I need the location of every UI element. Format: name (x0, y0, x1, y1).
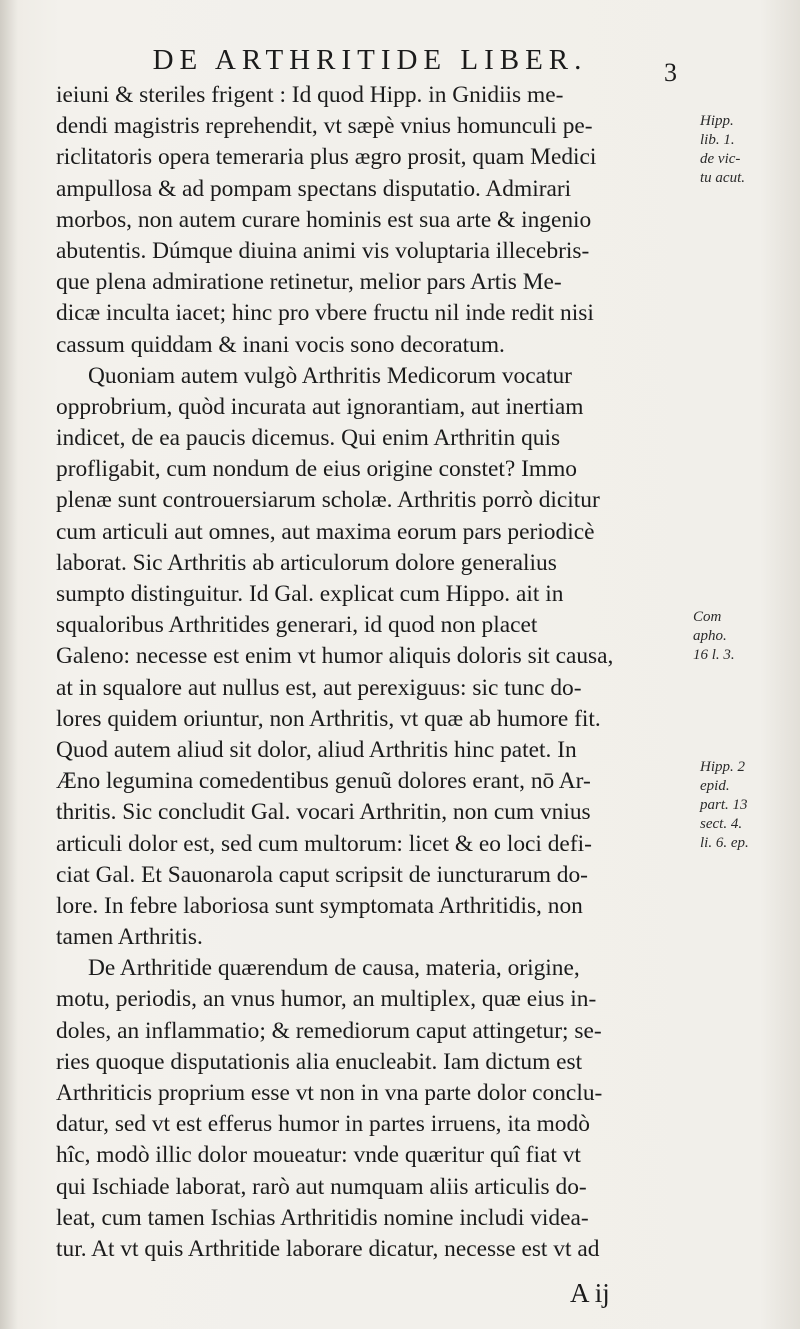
text-line: leat, cum tamen Ischias Arthritidis nomine includi videa- (56, 1204, 589, 1231)
signature-mark: A ij (570, 1278, 610, 1308)
text-line: Quod autem aliud sit dolor, aliud Arthritis hinc patet. In (56, 736, 577, 763)
marginal-note (700, 758, 749, 853)
text-line: Quoniam autem vulgò Arthritis Medicorum vocatur (88, 362, 572, 389)
marginal-note-line: epid. (700, 778, 730, 794)
text-line: Arthriticis proprium esse vt non in vna parte dolor conclu- (56, 1080, 603, 1106)
body-text (56, 80, 696, 1265)
text-line: dicæ inculta iacet; hinc pro vbere fructu nil inde redit nisi (56, 300, 594, 327)
text-line: squaloribus Arthritides generari, id quod non placet (56, 612, 538, 639)
text-line: qui Ischiade laborat, rarò aut numquam aliis articulis do- (56, 1173, 587, 1200)
text-line: thritis. Sic concludit Gal. vocari Arthritin, non cum vnius (56, 799, 591, 826)
marginal-note-line: Com (693, 609, 722, 625)
text-line: ciat Gal. Et Sauonarola caput scripsit de iuncturarum do- (56, 861, 588, 888)
text-line: Galeno: necesse est enim vt humor aliquis doloris sit causa, (56, 643, 614, 670)
text-line: De Arthritide quærendum de causa, materia, origine, (88, 955, 580, 982)
text-line: dendi magistris reprehendit, vt sæpè vnius homunculi pe- (56, 113, 593, 140)
text-line: profligabit, cum nondum de eius origine constet? Immo (56, 456, 577, 483)
text-line: datur, sed vt est efferus humor in partes irruens, ita modò (56, 1111, 590, 1138)
text-line: cum articuli aut omnes, aut maxima eorum pars periodicè (56, 518, 595, 545)
text-line: lores quidem oriuntur, non Arthritis, vt quæ ab humore fit. (56, 705, 601, 732)
text-line: Æno legumina comedentibus genuũ dolores erant, nō Ar- (56, 768, 591, 795)
marginal-note-line: li. 6. ep. (700, 835, 749, 851)
text-line: que plena admiratione retinetur, melior pars Artis Me- (56, 269, 562, 296)
text-line: lore. In febre laboriosa sunt symptomata Arthritidis, non (56, 892, 583, 919)
text-line: ieiuni & steriles frigent : Id quod Hipp. in Gnidiis me- (56, 82, 564, 108)
page-number: 3 (664, 58, 677, 87)
text-line: laborat. Sic Arthritis ab articulorum dolore generalius (56, 549, 557, 576)
text-line: indicet, de ea paucis dicemus. Qui enim Arthritin quis (56, 425, 561, 452)
text-line: articuli dolor est, sed cum multorum: licet & eo loci defi- (56, 830, 592, 857)
text-line: tamen Arthritis. (56, 924, 203, 951)
text-line: hîc, modò illic dolor moueatur: vnde quæritur quî fiat vt (56, 1142, 581, 1169)
marginal-note (700, 112, 745, 188)
marginal-note-line: 16 l. 3. (693, 647, 735, 663)
text-line: ries quoque disputationis alia enucleabit. Iam dictum est (56, 1048, 583, 1075)
text-line: riclitatoris opera temeraria plus ægro prosit, quam Medici (56, 144, 597, 171)
text-line: morbos, non autem curare hominis est sua arte & ingenio (56, 206, 592, 233)
marginal-note-line: part. 13 (700, 797, 748, 813)
text-line: sumpto distinguitur. Id Gal. explicat cum Hippo. ait in (56, 581, 564, 607)
text-line: opprobrium, quòd incurata aut ignorantiam, aut inertiam (56, 393, 584, 420)
marginal-note-line: Hipp. 2 (700, 759, 745, 775)
text-line: plenæ sunt controuersiarum scholæ. Arthritis porrò dicitur (56, 487, 600, 514)
marginal-note-line: apho. (693, 628, 727, 644)
marginal-note-line: sect. 4. (700, 816, 743, 832)
marginal-note-line: de vic- (700, 151, 741, 167)
running-title: DE ARTHRITIDE LIBER. (152, 44, 588, 76)
text-line: abutentis. Dúmque diuina animi vis voluptaria illecebris- (56, 237, 590, 264)
text-line: doles, an inflammatio; & remediorum caput attingetur; se- (56, 1017, 602, 1044)
marginal-note (693, 608, 735, 665)
text-line: cassum quiddam & inani vocis sono decoratum. (56, 331, 505, 358)
marginal-note-line: lib. 1. (700, 132, 735, 148)
marginal-note-line: Hipp. (700, 113, 734, 129)
marginal-note-line: tu acut. (700, 170, 745, 186)
text-line: ampullosa & ad pompam spectans disputatio. Admirari (56, 175, 572, 202)
text-line: motu, periodis, an vnus humor, an multiplex, quæ eius in- (56, 986, 597, 1013)
text-line: tur. At vt quis Arthritide laborare dicatur, necesse est vt ad (56, 1235, 600, 1262)
text-line: at in squalore aut nullus est, aut perexiguus: sic tunc do- (56, 674, 582, 701)
